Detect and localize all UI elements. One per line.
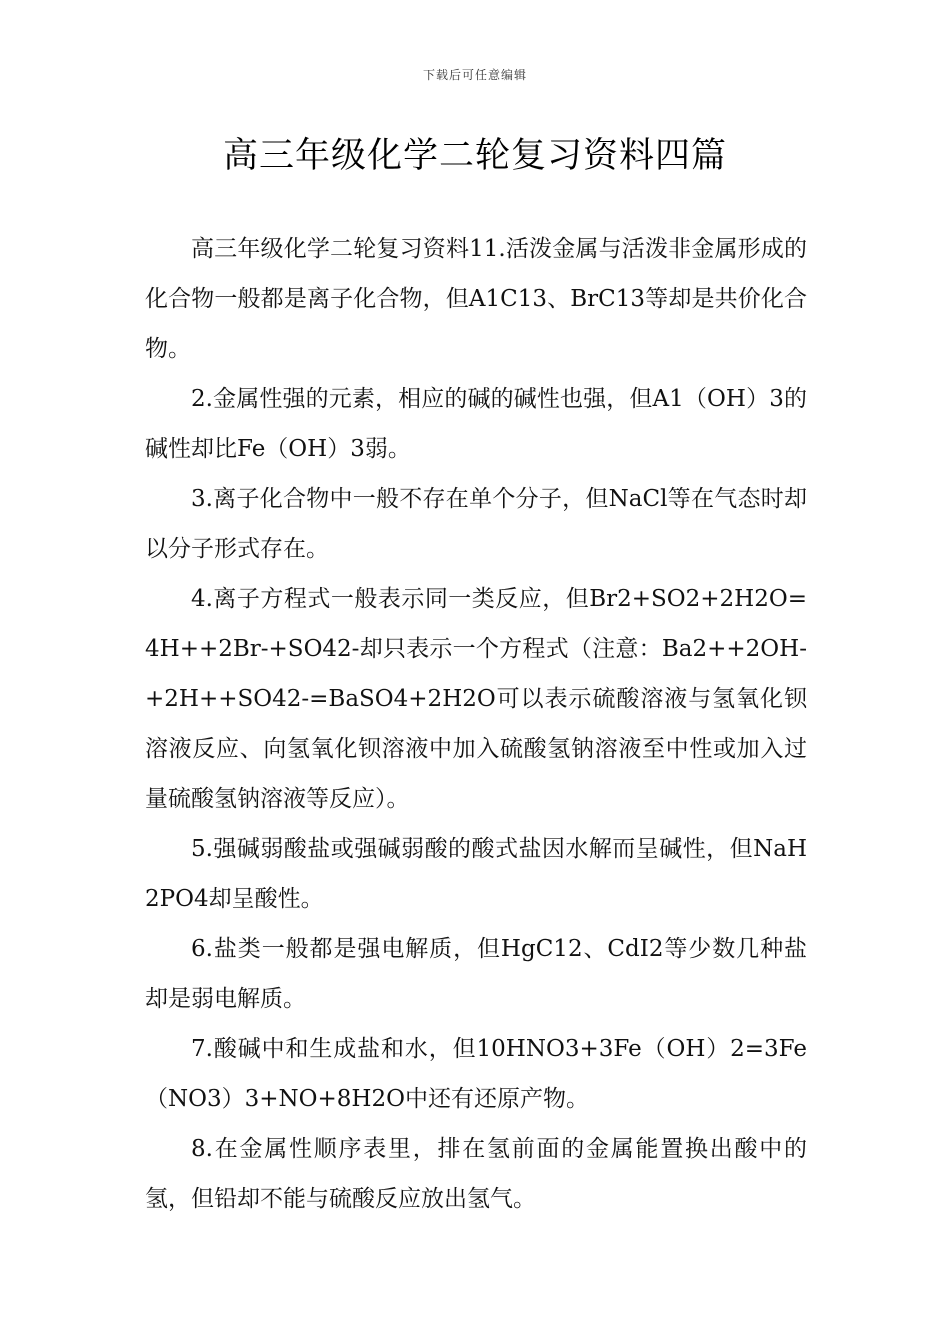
paragraph-6: 6.盐类一般都是强电解质，但HgC12、CdI2等少数几种盐却是弱电解质。 <box>145 936 807 1012</box>
paragraph-4: 4.离子方程式一般表示同一类反应，但Br2+SO2+2H2O=4H++2Br-+SO42-却只表示一个方程式（注意：Ba2++2OH-+2H++SO42-=BaSO4+2H2O可以表示硫酸溶液与氢氧化钡溶液反应、向氢氧化钡溶液中加入硫酸氢钠溶液至中性或加入过量硫酸氢钠溶液等反应）。 <box>145 586 807 812</box>
paragraph-3: 3.离子化合物中一般不存在单个分子，但NaCl等在气态时却以分子形式存在。 <box>145 486 807 562</box>
document-title: 高三年级化学二轮复习资料四篇 <box>222 136 727 176</box>
header-note: 下载后可任意编辑 <box>422 68 527 82</box>
paragraph-1: 高三年级化学二轮复习资料11.活泼金属与活泼非金属形成的化合物一般都是离子化合物，但A1C13、BrC13等却是共价化合物。 <box>145 236 807 362</box>
document-body <box>145 224 807 1224</box>
paragraph-8: 8.在金属性顺序表里，排在氢前面的金属能置换出酸中的氢，但铅却不能与硫酸反应放出氢气。 <box>145 1136 807 1212</box>
paragraph-7: 7.酸碱中和生成盐和水，但10HNO3+3Fe（OH）2=3Fe（NO3）3+NO+8H2O中还有还原产物。 <box>145 1036 807 1112</box>
paragraph-2: 2.金属性强的元素，相应的碱的碱性也强，但A1（OH）3的碱性却比Fe（OH）3弱。 <box>145 386 807 462</box>
paragraph-5: 5.强碱弱酸盐或强碱弱酸的酸式盐因水解而呈碱性，但NaH2PO4却呈酸性。 <box>145 836 807 912</box>
